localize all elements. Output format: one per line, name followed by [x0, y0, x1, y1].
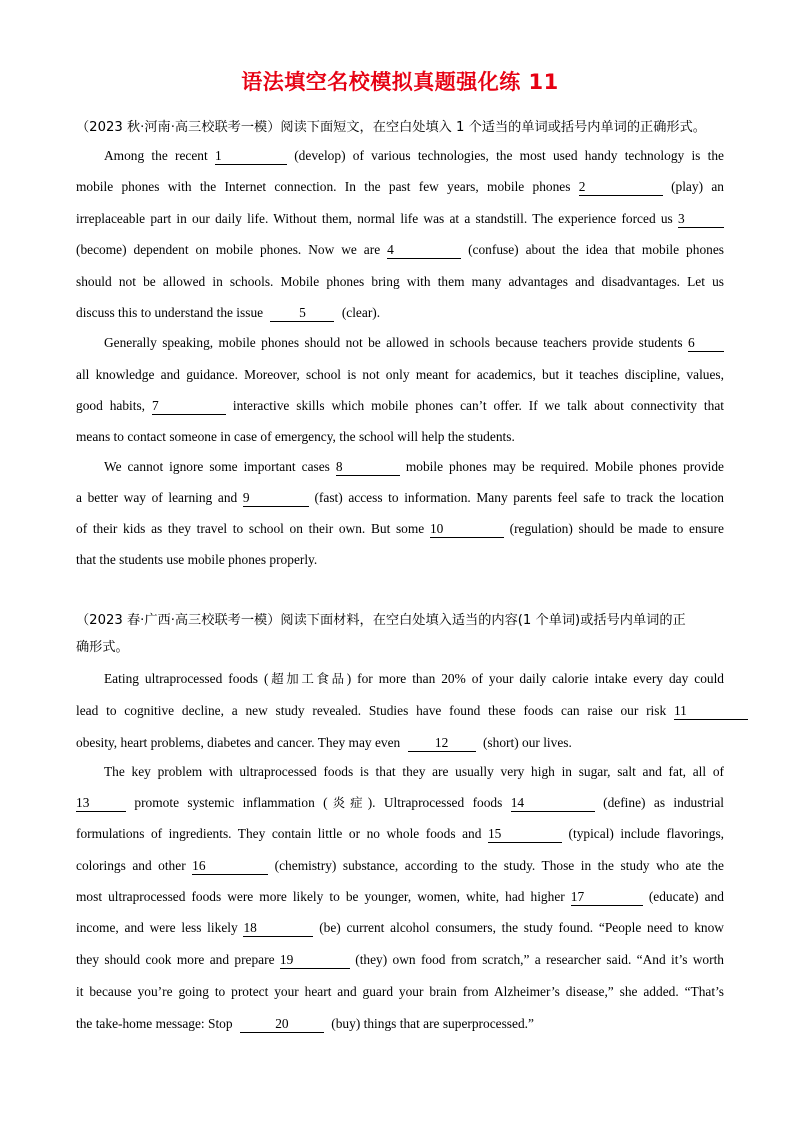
text: it because you’re going to protect your heart and guard your brain from Alzheimer’s disease,” she added. “That’s: [76, 984, 724, 999]
blank-2[interactable]: 2: [579, 178, 663, 196]
blank-12[interactable]: 12: [408, 734, 476, 752]
text: interactive skills which mobile phones can’t offer. If we talk about connectivity that: [232, 398, 724, 413]
passage2-line: [76, 918, 724, 938]
chinese-gloss: 超加工食品: [268, 671, 347, 686]
blank-14[interactable]: 14: [511, 794, 595, 812]
blank-10[interactable]: 10: [430, 520, 504, 538]
passage1-line: [76, 177, 724, 197]
text: income, and were less likely: [76, 920, 238, 935]
passage1-line: [76, 209, 724, 229]
passage1-line: [76, 272, 724, 292]
text: (buy) things that are superprocessed.”: [331, 1016, 534, 1031]
blank-6[interactable]: 6: [688, 334, 724, 352]
text: lead to cognitive decline, a new study revealed. Studies have found these foods can raise our risk: [76, 703, 667, 718]
text: a better way of learning and: [76, 490, 238, 505]
passage2-intro-line2: 确形式。: [76, 640, 129, 655]
text: most ultraprocessed foods were more likely to be younger, women, white, had higher: [76, 889, 565, 904]
page-title: 语法填空名校模拟真题强化练 11: [241, 70, 559, 94]
text: discuss this to understand the issue: [76, 305, 264, 320]
passage2-line: [76, 824, 724, 844]
passage2-line: [76, 856, 724, 876]
text: (typical) include flavorings,: [568, 826, 725, 841]
passage2-line: [76, 733, 724, 753]
text: (confuse) about the idea that mobile phones: [468, 242, 724, 257]
text: they should cook more and prepare: [76, 952, 275, 967]
text: of their kids as they travel to school on their own. But some: [76, 521, 425, 536]
text: mobile phones with the Internet connection. In the past few years, mobile phones: [76, 179, 571, 194]
blank-8[interactable]: 8: [336, 458, 400, 476]
text: (define) as industrial: [603, 795, 724, 810]
blank-15[interactable]: 15: [488, 825, 562, 843]
passage1-intro: （2023 秋·河南·高三校联考一模）阅读下面短文，在空白处填入 1 个适当的单词或括号内单词的正确形式。: [76, 120, 706, 135]
passage1-line: [104, 146, 724, 166]
passage2-line: [76, 982, 724, 1002]
text: Eating ultraprocessed foods (: [104, 671, 269, 686]
text: mobile phones may be required. Mobile phones provide: [405, 459, 724, 474]
text: (they) own food from scratch,” a researcher said. “And it’s worth: [355, 952, 724, 967]
passage1-line: [104, 333, 724, 353]
text: (short) our lives.: [482, 735, 572, 750]
text: irreplaceable part in our daily life. Without them, normal life was at a standstill. The experience forced us: [76, 211, 673, 226]
passage1-line: [76, 488, 724, 508]
blank-5[interactable]: 5: [270, 304, 334, 322]
passage2-line: [76, 887, 724, 907]
blank-19[interactable]: 19: [280, 951, 350, 969]
passage2-line: [76, 1014, 724, 1034]
passage1-line: [76, 550, 724, 570]
text: (be) current alcohol consumers, the study found. “People need to know: [319, 920, 724, 935]
text: means to contact someone in case of emergency, the school will help the students.: [76, 429, 515, 444]
blank-20[interactable]: 20: [240, 1015, 324, 1033]
text: (play) an: [671, 179, 724, 194]
passage1-line: [76, 427, 724, 447]
passage1-line: [76, 396, 724, 416]
text: Among the recent: [104, 148, 208, 163]
text: (clear).: [341, 305, 381, 320]
blank-4[interactable]: 4: [387, 241, 461, 259]
chinese-gloss: 炎症: [327, 795, 368, 810]
text: good habits,: [76, 398, 146, 413]
passage1-line: [76, 240, 724, 260]
text: We cannot ignore some important cases: [104, 459, 330, 474]
passage1-line: [76, 365, 724, 385]
blank-9[interactable]: 9: [243, 489, 309, 507]
blank-7[interactable]: 7: [152, 397, 226, 415]
text: that the students use mobile phones properly.: [76, 552, 318, 567]
blank-1[interactable]: 1: [215, 147, 287, 165]
text: Generally speaking, mobile phones should not be allowed in schools because teachers provide students: [104, 335, 683, 350]
blank-18[interactable]: 18: [243, 919, 313, 937]
blank-13[interactable]: 13: [76, 794, 126, 812]
passage1-line: [76, 519, 724, 539]
passage2-line: [104, 762, 724, 782]
passage2-line: [76, 950, 724, 970]
text: ) for more than 20% of your daily calorie intake every day could: [346, 671, 724, 686]
text: colorings and other: [76, 858, 186, 873]
text: (educate) and: [648, 889, 724, 904]
text: the take-home message: Stop: [76, 1016, 233, 1031]
text: The key problem with ultraprocessed foods is that they are usually very high in sugar, salt and fat, all of: [104, 764, 724, 779]
text: formulations of ingredients. They contain little or no whole foods and: [76, 826, 482, 841]
text: promote systemic inflammation (: [134, 795, 328, 810]
text: all knowledge and guidance. Moreover, school is not only meant for academics, but it teaches discipline, values,: [76, 367, 724, 382]
passage2-line: [76, 701, 748, 721]
blank-3[interactable]: 3: [678, 210, 724, 228]
text: (chemistry) substance, according to the study. Those in the study who ate the: [274, 858, 724, 873]
blank-11[interactable]: 11: [674, 702, 748, 720]
passage2-intro-line1: （2023 春·广西·高三校联考一模）阅读下面材料，在空白处填入适当的内容(1 个单词)或括号内单词的正: [76, 613, 686, 628]
passage1-line: [76, 303, 724, 323]
text: (develop) of various technologies, the most used handy technology is the: [294, 148, 724, 163]
text: (regulation) should be made to ensure: [509, 521, 724, 536]
text: ). Ultraprocessed foods: [367, 795, 503, 810]
passage2-line: [76, 793, 724, 813]
blank-16[interactable]: 16: [192, 857, 268, 875]
passage1-line: [104, 457, 724, 477]
text: (become) dependent on mobile phones. Now we are: [76, 242, 381, 257]
blank-17[interactable]: 17: [571, 888, 643, 906]
text: (fast) access to information. Many parents feel safe to track the location: [314, 490, 724, 505]
text: should not be allowed in schools. Mobile phones bring with them many advantages and disadvantages. Let us: [76, 274, 724, 289]
passage2-line: [104, 669, 724, 689]
text: obesity, heart problems, diabetes and cancer. They may even: [76, 735, 401, 750]
